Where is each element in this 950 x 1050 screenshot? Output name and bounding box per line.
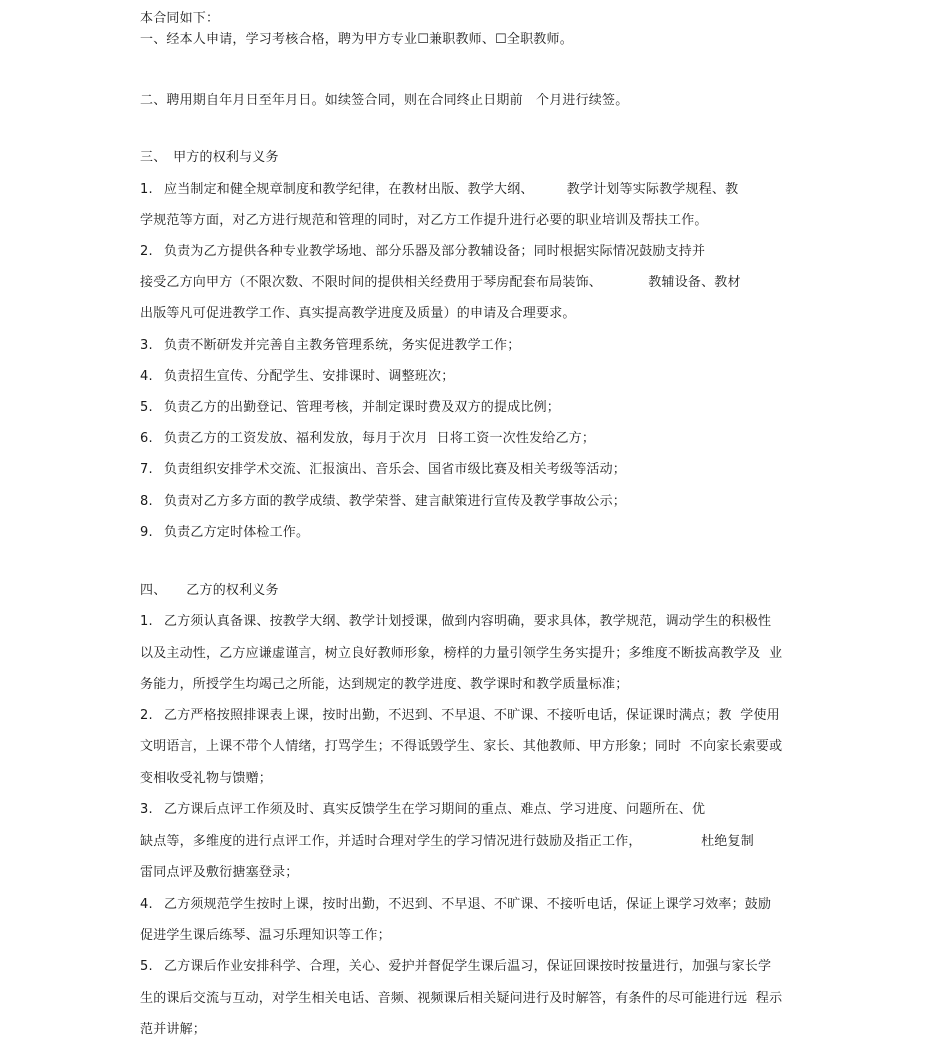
item-text: 负责为乙方提供各种专业教学场地、部分乐器及部分教辅设备；同时根据实际情况鼓励支持并 <box>164 244 706 259</box>
s4-item-2-line-3: 变相收受礼物与馈赠； <box>140 771 273 786</box>
s3-item-6 <box>140 431 595 447</box>
item-number: 3. <box>140 338 153 353</box>
s3-item-1-line-2: 学规范等方面，对乙方进行规范和管理的同时，对乙方工作提升进行必要的职业培训及帮扶工作。 <box>140 213 708 228</box>
s4-item-2-line-1 <box>140 708 780 724</box>
s3-item-9 <box>140 525 309 541</box>
item-text: 乙方课后作业安排科学、合理，关心、爱护并督促学生课后温习，保证回课按时按量进行，加强与家长学 <box>164 959 772 974</box>
item-text: 乙方须规范学生按时上课，按时出勤，不迟到、不早退、不旷课、不接听电话，保证上课学习效率；鼓励 <box>164 897 772 912</box>
s3-item-2-line-3: 出版等凡可促进教学工作、真实提高教学进度及质量）的申请及合理要求。 <box>140 306 576 321</box>
s4-item-3-line-1 <box>140 802 705 818</box>
clause-2: 二、聘用期自年月日至年月日。如续签合同，则在合同终止日期前 个月进行续签。 <box>140 93 629 108</box>
item-text: 乙方严格按照排课表上课，按时出勤，不迟到、不早退、不旷课、不接听电话，保证课时满点；教 学使用 <box>164 708 780 723</box>
item-text: 负责招生宣传、分配学生、安排课时、调整班次； <box>164 369 455 384</box>
item-text: 负责不断研发并完善自主教务管理系统，务实促进教学工作； <box>164 338 521 353</box>
s4-item-1-line-3: 务能力，所授学生均竭己之所能，达到规定的教学进度、教学课时和教学质量标准； <box>140 677 629 692</box>
item-text: 负责乙方的工资发放、福利发放，每月于次月 日将工资一次性发给乙方； <box>164 431 596 446</box>
item-number: 1. <box>140 614 153 629</box>
item-text: 负责乙方定时体检工作。 <box>164 525 310 540</box>
item-number: 2. <box>140 244 153 259</box>
s4-item-1-line-2: 以及主动性，乙方应谦虚谨言，树立良好教师形象，榜样的力量引领学生务实提升；多维度不断拔高教学及 业 <box>140 646 783 661</box>
clause-1: 一、经本人申请，学习考核合格，聘为甲方专业☐兼职教师、☐全职教师。 <box>140 32 573 47</box>
s3-item-5 <box>140 400 560 416</box>
item-number: 7. <box>140 462 153 477</box>
item-text: 负责组织安排学术交流、汇报演出、音乐会、国省市级比赛及相关考级等活动； <box>164 462 627 477</box>
s3-item-3 <box>140 338 520 354</box>
s4-item-3-line-2: 缺点等，多维度的进行点评工作，并适时合理对学生的学习情况进行鼓励及指正工作， 杜绝复制 <box>140 834 754 849</box>
item-number: 6. <box>140 431 153 446</box>
item-text: 乙方须认真备课、按教学大纲、教学计划授课，做到内容明确，要求具体，教学规范，调动学生的积极性 <box>164 614 772 629</box>
item-number: 5. <box>140 400 153 415</box>
item-number: 4. <box>140 369 153 384</box>
item-text: 负责乙方的出勤登记、管理考核，并制定课时费及双方的提成比例； <box>164 400 561 415</box>
s4-item-4-line-1 <box>140 897 771 913</box>
item-number: 1. <box>140 182 153 197</box>
item-number: 8. <box>140 494 153 509</box>
s3-item-2-line-2: 接受乙方向甲方（不限次数、不限时间的提供相关经费用于琴房配套布局装饰、 教辅设备、教材 <box>140 275 741 290</box>
s4-item-2-line-2: 文明语言，上课不带个人情绪，打骂学生；不得诋毁学生、家长、其他教师、甲方形象；同时 不向家长索要或 <box>140 739 783 754</box>
s3-item-4 <box>140 369 454 385</box>
item-number: 4. <box>140 897 153 912</box>
item-number: 9. <box>140 525 153 540</box>
s3-item-8 <box>140 494 626 510</box>
s4-item-1-line-1 <box>140 614 771 630</box>
item-text: 乙方课后点评工作须及时、真实反馈学生在学习期间的重点、难点、学习进度、问题所在、优 <box>164 802 706 817</box>
s4-item-5-line-3: 范并讲解； <box>140 1022 207 1037</box>
intro-text: 本合同如下： <box>140 11 220 26</box>
item-text: 应当制定和健全规章制度和教学纪律，在教材出版、教学大纲、 教学计划等实际教学规程、教 <box>164 182 739 197</box>
s4-item-5-line-1 <box>140 959 771 975</box>
s3-item-7 <box>140 462 626 478</box>
s3-item-2-line-1 <box>140 244 705 260</box>
item-text: 负责对乙方多方面的教学成绩、教学荣誉、建言献策进行宣传及教学事故公示； <box>164 494 627 509</box>
item-number: 3. <box>140 802 153 817</box>
item-number: 2. <box>140 708 153 723</box>
s4-item-4-line-2: 促进学生课后练琴、温习乐理知识等工作； <box>140 928 391 943</box>
s4-item-5-line-2: 生的课后交流与互动，对学生相关电话、音频、视频课后相关疑问进行及时解答，有条件的尽可能进行远 程示 <box>140 991 783 1006</box>
item-number: 5. <box>140 959 153 974</box>
section-3-heading: 三、 甲方的权利与义务 <box>140 150 279 165</box>
s3-item-1-line-1 <box>140 182 738 198</box>
s4-item-3-line-3: 雷同点评及敷衍搪塞登录； <box>140 865 299 880</box>
section-4-heading: 四、 乙方的权利义务 <box>140 583 279 598</box>
